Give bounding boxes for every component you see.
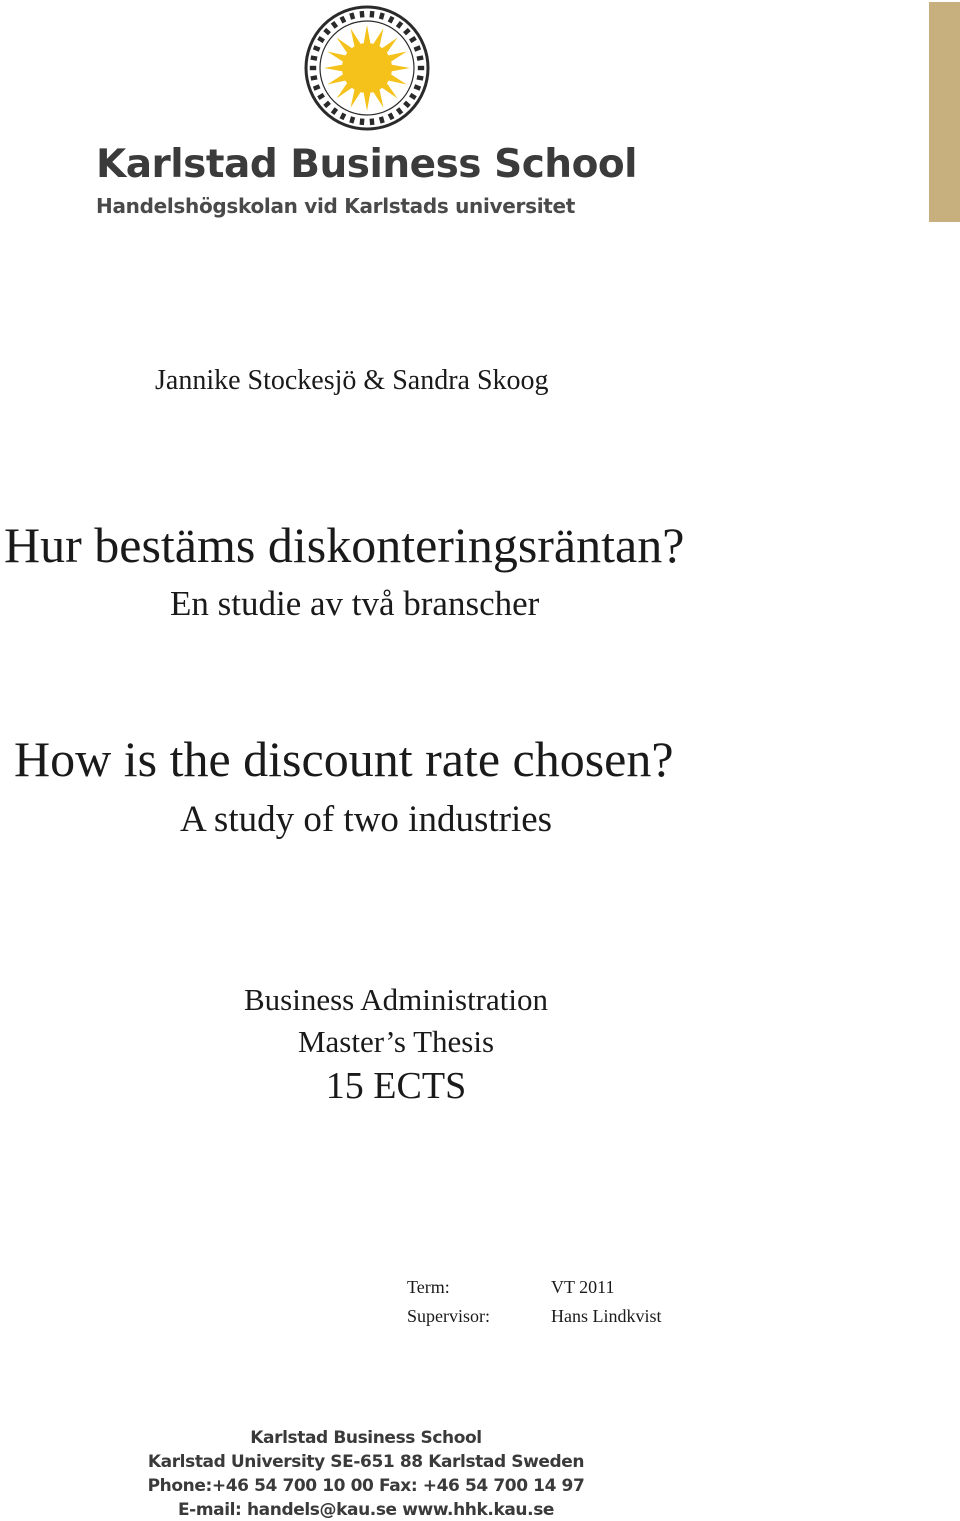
footer-address: Karlstad University SE-651 88 Karlstad Sweden: [147, 1452, 585, 1472]
school-subtitle-logo: Handelshögskolan vid Karlstads universitet: [96, 194, 576, 218]
supervisor-value: Hans Lindkvist: [551, 1306, 662, 1326]
program-level: Master’s Thesis: [297, 1024, 495, 1059]
supervisor-label: Supervisor:: [407, 1306, 490, 1326]
term-label: Term:: [407, 1277, 450, 1297]
footer-email-web: E-mail: handels@kau.se www.hhk.kau.se: [177, 1500, 555, 1520]
subtitle-swedish: En studie av två branscher: [170, 584, 540, 623]
term-value: VT 2011: [551, 1277, 615, 1297]
title-swedish: Hur bestäms diskonteringsräntan?: [4, 517, 685, 573]
title-english: How is the discount rate chosen?: [14, 731, 674, 787]
authors: Jannike Stockesjö & Sandra Skoog: [155, 365, 549, 396]
school-name-logo: Karlstad Business School: [96, 142, 638, 187]
footer-school-name: Karlstad Business School: [250, 1428, 482, 1448]
university-seal-logo: [302, 4, 432, 132]
footer-phone-fax: Phone:+46 54 700 10 00 Fax: +46 54 700 14 97: [147, 1476, 585, 1496]
program-subject: Business Administration: [244, 982, 548, 1017]
program-credits: 15 ECTS: [325, 1065, 467, 1107]
gold-accent-bar: [929, 2, 960, 222]
subtitle-english: A study of two industries: [180, 799, 553, 840]
